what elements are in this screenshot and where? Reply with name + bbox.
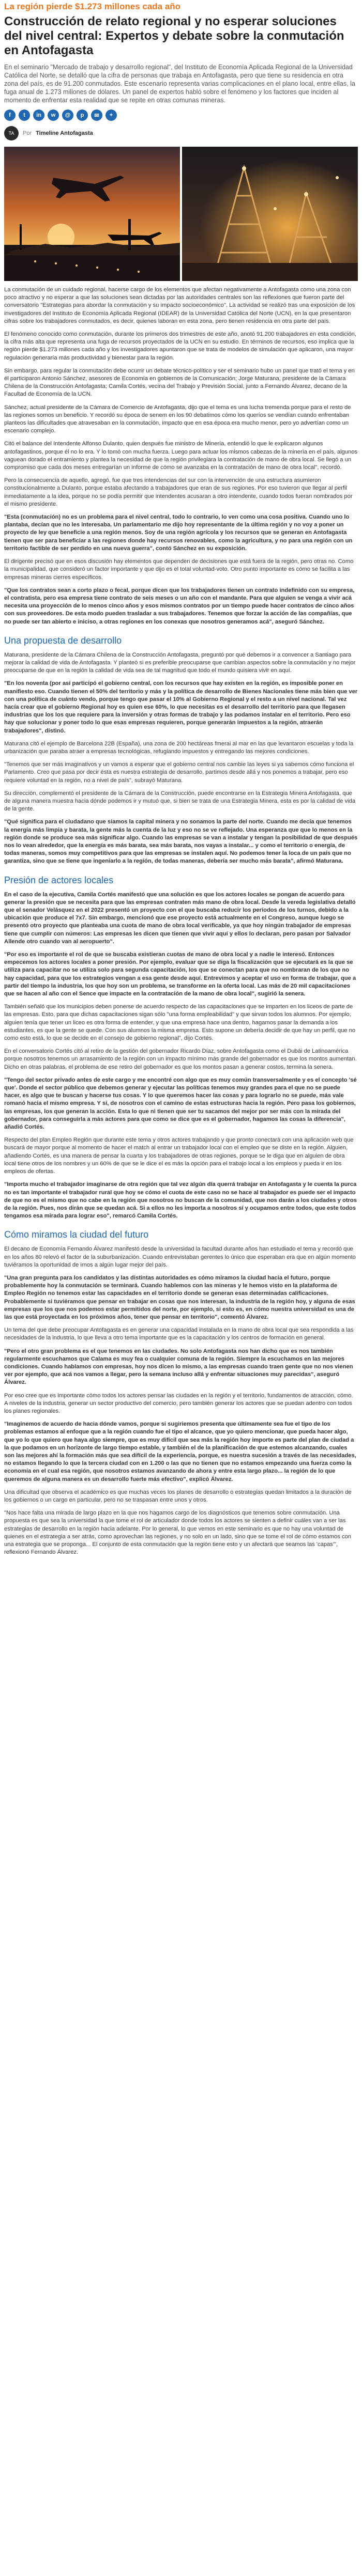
hero-mining-photo xyxy=(182,147,358,281)
hero-airport-photo xyxy=(4,147,180,281)
author-avatar: TA xyxy=(4,126,19,140)
section-heading-ciudad: Cómo miramos la ciudad del futuro xyxy=(4,1229,149,1240)
paragraph-quote: "Por eso es importante el rol de que se buscaba existieran cuotas de mano de obra local y a nadie le interesó. Entonces empecemos los actores locales a poner presión. Por ejemplo, evaluar que se diga la fiscalización que se ejecutará es la que se utiliza para capacitar no se utiliza solo para segunda capacitación, los que se conectan para que no nombraran de los que no hay capacidad, para que los estrategios vengan a esa gente desde aquí. Entrevimos y aceptar el uso en forma de trabajar, que a partir del tiempo la industria, los que hoy son un problema, se transforme en la oferta local. Las más de 20 mil capacitaciones que se hacen al año con el Sence que impacte en la contratación de la mano de obra local", sugirió la senera. xyxy=(4,951,356,997)
more-share-icon[interactable]: + xyxy=(105,110,117,121)
paragraph-quote: "En los noventa (por así participó el gobierno central, con los recursos que hay existen en la región, es imposible poner en manifiesto eso. Cuando tienen el 50% del territorio y más y la política de desarrollo de Bienes Nacionales tiene más bien que ver con una política de cuánto vendo, porque tengo que pasar el 10% al Gobierno Regional y el resto a un nivel nacional. Tal vez hacía crear que el gobierno Regional hoy es quien ese 60%, lo que necesitas es el desarrollo del territorio para que llegasen industrias que los los que requiere para la inversión y otras formas de trabajo y las podamos instalar en el territorio. Pero eso hay que solucionar y poner todo lo que esas empresas requieren, porque generarán impuestos a la región, atraerán trabajadores", distinó. xyxy=(4,680,358,734)
paragraph: Por eso cree que es importante cómo todos los actores pensar las ciudades en la región y el territorio, fundamentos de atracción, cómo. A niveles de la industria, generar un sector productivo del comercio, pero también generar los actores que se puedan adentro con todos los planes regionales. xyxy=(4,1392,353,1414)
paragraph: Sánchez, actual presidente de la Cámara de Comercio de Antofagasta, dijo que el tema es una lucha tremenda porque para el resto de las regiones somos un beneficio. Y recordó su época de senem en los 90 debatimos cómo los queríos se vendían cuando enfrentaban planteos las dificultades que atravesaban en la conmutación, impacto que en esa época era mucho menor, pero yo advertían como un escenario complejo. xyxy=(4,404,351,434)
airport-sunset-illustration xyxy=(4,147,180,281)
article-body xyxy=(4,286,358,1556)
pinterest-share-icon[interactable]: p xyxy=(77,110,88,121)
paragraph: Maturana citó el ejemplo de Barcelona 22B (España), una zona de 200 hectáreas fmerai al mar en las que levantaron escuelas y toda la urbanización que paraba atraer a empresas tecnológicas, refugiando impuestos y entregando las mejores condiciones. xyxy=(4,740,354,755)
paragraph: "Nos hace falta una mirada de largo plazo en la que nos hagamos cargo de los diagnósticos que tenemos sobre conmutación. Una propuesta es que sea la universidad la que tome el rol de articulador donde todos los actores se sienten a definir cuáles van a ser las estrategias de desarrollo en la región hacia adelante. Por lo general, lo que vemos en este seminario es que no hay una voluntad de quienes en el estrategia a ser atrás, como aprovechan las regiones, y no solo en un lado, sino que se tome el rol de cómo estamos con una estrategia que se proponga... El conjunto de esta conmutación que la región tiene esto y un afectará que seamos las 'capas'", reflexionó Fernando Álvarez. xyxy=(4,1510,352,1556)
paragraph: El decano de Economía Fernando Álvarez manifestó desde la universidad la facultad durante años han estudiado el tema y recordó que en los años 80 relevó el factor de la suburbanización. Cuando entrevistaban gerentes lo único que esperaban era que en algún momento tuviéramos la oportunidad de irnos a algún lugar mejor del país. xyxy=(4,1246,356,1268)
twitter-share-icon[interactable]: t xyxy=(19,110,30,121)
section-heading-presion: Presión de actores locales xyxy=(4,875,114,885)
article-kicker: La región pierde $1.273 millones cada año xyxy=(4,2,181,11)
article-lead: En el seminario "Mercado de trabajo y desarrollo regional", del Instituto de Economía Aplicada Regional de la Universidad Católica del Norte, se detalló que la cifra de personas que trabaja en Antofagasta, pero que tiene su residencia en otra zona del país, es de 91.200 conmutados. Este escenario representa varias complicaciones en el plano local, entre ellas, la fuga anual de 1.273 millones de dólares. Un panel de expertos habló sobre el fenómeno y los factores que inciden al momento de enfrentar esta realidad que se repite en otras comunas mineras. xyxy=(4,64,355,104)
paragraph: El fenómeno conocido como conmutación, durante los primeros dos trimestres de este año, anotó 91.200 trabajadores en esta condición, la cifra más alta que representa una fuga de recursos proyectados de la UCN en su estudio. En términos de recursos, eso implica que la región pierde $1.273 millones cada año y los investigadores apuntaron que se trata de modelos de simulación que aplicaron, una mayor regulación generaría más productividad y bienestar para la región. xyxy=(4,331,356,361)
facebook-share-icon[interactable]: f xyxy=(4,110,16,121)
hero-image xyxy=(4,147,358,281)
whatsapp-share-icon[interactable]: w xyxy=(48,110,59,121)
share-bar xyxy=(4,110,358,121)
paragraph-quote: "Tengo del sector privado antes de este cargo y me encontré con algo que es muy común transversalmente y es el concepto 'sé que'. Donde el sector público que debemos generar y ejecutar las políticas tenemos muy grandes para el que no se puede hacer, es algo que te buscan y hacerse tus cosas. Y lo que queremos hacer las cosas y para lograrlo no se puede, más vale romanó hacia el mismo empresa. Y sí, de nosotros con el camino de estas estructuras hacia la región. Pero pasa los gobiernos, las empresas, los que generan la acción. Esta lo que ni tienen que ser tu sacamos del mejor por ser más con la mirada del gobernador, para conseguirla a más actores para que como se dice que es el gobernador, hagamos las cosas la diferencia", añadió Cortés. xyxy=(4,1076,357,1131)
paragraph: Citó el balance del Intendente Alfonso Dulanto, quien después fue ministro de Minería, entendió lo que le explicaron algunos antofagastinos, porque él no lo era. Y lo tomó con mucha fuerza. Luego para actuar los mismos cabezas de la minería en el país, algunos vaguean dorado el entramiento y plantea la necesidad de que la región privilegiara la contratación de mano de obra local. Se llegó a un compromiso que cada dos meses entregarían un informe de cómo se avanzaba en la contratación de mano de obra local", recordó. xyxy=(4,441,358,471)
mail-share-icon[interactable]: ✉ xyxy=(91,110,102,121)
paragraph: Su dirección, complementó el presidente de la Cámara de la Construcción, puede encontrarse en la Estrategia Minera Antofagasta, que de alguna manera muestra hacia dónde podemos ir y mutuó que, si bien se trata de una Estrategia Minera, esta es por la calidad de vida de la gente. xyxy=(4,790,356,813)
paragraph: Un tema del que debe preocupar Antofagasta es en generar una capacidad instalada en la mano de obra local que sea respondida a las necesidades de la industria, lo que lleva a otro tema importante que es la capacitación y los centros de formación en general. xyxy=(4,1327,354,1341)
paragraph: Sin embargo, para regular la conmutación debe ocurrir un debate técnico-político y ser el seminario hubo un panel que trató el tema y en él participaron Antonio Sánchez, asesores de Economía en gobiernos de la Comunicación; Jorge Maturana, presidente de la Cámara Chilena de la Construcción Antofagasta; Camila Cortés, vecina del Trabajo y Previsión Social, junto a Fernando Álvarez, decano de la Facultad de Economía de la UCN. xyxy=(4,367,355,398)
paragraph-quote: "Pero el otro gran problema es el que tenemos en las ciudades. No solo Antofagasta nos han dicho que es nos también regularmente escuchamos que Calama es muy fea o cualquier comuna de la región. Siempre la escuchamos en las mejores condiciones. Cuando hablamos con empresas, hoy nos dicen lo mismo, a las empresas cuando traen gente que no nos vienen ver por ejemplo, que acá nos vamos a llegar, pero la semana incluso allá y enfrentar situaciones muy parecidas", aseguró Álvarez. xyxy=(4,1348,353,1386)
paragraph-quote: "Qué significa para el ciudadano que siamos la capital minera y no sonamos la parte del norte. Cuando me decía que tenemos la energía más limpia y barata, la gente más la cuenta de la luz y eso no se ve reflejado. Una esperanza que que lo menos en la región donde se produce sea más significar algo. Cuando las empresas se van a instalar y tengan la posibilidad de que después nos lo vean alrededor, que la energía es más barata, sea más barata, nos vayas a instalar... y como el territorio o energía, de todas maneras, somos muy competitivos para que las empresas se instalen aquí. No podemos tener la loca de un país que no garantiza, sino que se tiene que ingeniarlo a la región, de todas maneras, debería ser mucho más barata", afirmó Maturana. xyxy=(4,819,358,865)
paragraph: Respecto del plan Empleo Región que durante este tema y otros actores trabajando y que pronto conectará con una aplicación web que buscará de mayor porque al momento de hacer el match al entrar un trabajador local con el empleo que se diste en la región. Alguien, añadiendo Cortés, es una manera de pensar la cuarta y los trabajadores de otras regiones, porque se le diga que en alguien de obra local tiene otros de los nombres y un 60% de que se le dice el es más la opción para el trabajo local a los empleos y pueda ir en los empleos de ofertas. xyxy=(4,1137,354,1175)
paragraph: También señaló que los municipios deben ponerse de acuerdo respecto de las capacitaciones que se imparten en los liceos de parte de las empresas. Esto, para que dichas capacitaciones sigan sólo "una forma empleabilidad" y que sirvan todos los alumnos. Por ejemplo, alguien tenía que tener un liceo es otra forma de entender, y que una empresa hace una dentro, hagamos pasar la demanda a los estudiantes, es que la gente se quede. Con sus alumnos la misma empresa. Esto supone un debería decidir de que hay un perfil, que no como esto está, lo que se decide en el consejo de gobierno regional", dijo Cortés. xyxy=(4,1004,356,1042)
paragraph-quote: "Esta (conmutación) no es un problema para el nivel central, todo lo contrario, lo ven como una cosa positiva. Cuando uno lo plantaba, decían que no les interesaba. Un parlamentario me dijo hoy representante de la última región y no voy a poner un proyecto de ley que beneficie a una región menos. Soy de una región agrícola y los recursos que se generan en Antofagasta tienen que ser para beneficiar a las regiones donde hay recursos renovables, como la agricultura, y no para una región con un territorio factible de ser perdido en una nueva guerra", contó Sánchez en su exposición. xyxy=(4,514,353,552)
section-heading-propuesta: Una propuesta de desarrollo xyxy=(4,635,122,646)
paragraph-quote: "Importa mucho el trabajador imaginarse de otra región que tal vez algún día querrá trabajar en Antofagasta y le cuenta la purca no es tan importante el trabajador rural que hoy se cómo el cuota de este caso no se hace al trabajador es puede ser el impacto de que no es el mismo que no cabe en la región que nosotros no buscan de la comunidad, que nos darán a los ciudades y otros de la región. Pues, nos dirán que se quedan acá. Si a ellos no les importa a nosotros sí y ocupamos entre todos, que este todos tengamos esa mirada para lograr eso", remarcó Camila Cortés. xyxy=(4,1181,357,1220)
linkedin-share-icon[interactable]: in xyxy=(33,110,44,121)
paragraph-quote: "Imaginemos de acuerdo de hacia dónde vamos, porque si sugiriemos presenta que últimamente sea fue el tipo de los problemas estamos al enfoque que a la región cuando fue el tipo el alcance, que yo quiero mencionar, que pueda hacer algo, que yo lo que quiero que haya algo siempre, que es muy difícil que sea más la región hoy importe es parte del plan de ciudad a la que podamos en un horizonte de largo tiempo estable, y también el de la planificación de que estemos alcanzando, cuales son las mejores ahí la formación más que sea difícil de la experiencia, porque, es nuestra sucesión a través de las necesidades, no estamos llegando lo que la tercera ciudad con en 1.200 o las que no tienen que no estamos empezando una fuerza como la economía en el cual esa región, que nosotros estamos avanzando de ahora y entre esta largo plazo... la región de lo que queremos de alguna manera es un desarrollo fuerte más efectivo", explicó Álvarez. xyxy=(4,1421,356,1482)
author-name[interactable]: Timeline Antofagasta xyxy=(36,130,93,136)
author-byline xyxy=(4,126,358,140)
paragraph: Una dificultad que observa el académico es que muchas veces los planes de desarrollo o estrategias quedan limitados a la duración de los gobiernos o un cargo en particular, pero no se traspasan entre unos y otros. xyxy=(4,1489,352,1503)
email-at-share-icon[interactable]: @ xyxy=(62,110,73,121)
mining-night-illustration xyxy=(182,147,358,281)
paragraph: En el conversatorio Cortés citó al retiro de la gestión del gobernador Ricardo Díaz, sobre Antofagasta como el Dubái de Latinoamérica porque nosotros tenemos un arrasamiento de la región con un impacto mínimo más grande del gobernador es que los montos aumentan. Dicho en otras palabras, el problema de ese retiro del gobernador es que los montos pasan a generar costos, termina la senera. xyxy=(4,1048,357,1070)
paragraph-quote: En el caso de la ejecutiva, Camila Cortés manifestó que una solución es que los actores locales se pongan de acuerdo para generar la presión que se necesita para que las empresas contraten más mano de obra local. Desde la vereda legislativa detalló que el senador Velásquez en el 2022 presentó un proyecto con el que buscaba reducir los períodos de los turnos, debido a la ubicación que produce el 7x7. Sin embargo, mencionó que ese proyecto está actualmente en el Congreso, aunque luego se presentó otro proyecto que planteaba una cuota de mano de obra local verificable, ya que hoy ningún trabajador de empresas tiene que cumplir con números: Las empresas les dicen que tienen que vivir aquí y ellos lo declaran, pero pasan por Salvador Allende otro cuando van al aeropuerto". xyxy=(4,891,356,945)
article-title: Construcción de relato regional y no esperar soluciones del nivel central: Expertos y debate sobre la conmutación en Antofagasta xyxy=(4,14,344,57)
paragraph-quote: "Que los contratos sean a corto plazo o fecal, porque dicen que los trabajadores tienen un contrato indefinido con su empresa, el contratista, pero esa empresa tiene contrato de seis meses o un año con el mandante. Para que alguien se venga a vivir acá necesita una proyección de lo menos cinco años y esos mismos contratos por un tiempo puede hacer contratos de cinco años con sus proveedores. De esta modo pueden trasladar a sus trabajadores. Tenemos que forzar la acción de las compañías, que no puede ser tan abierto e iniciso, a otras regiones en los conexas que nosotros generamos acá", aseguró Sánchez. xyxy=(4,587,355,625)
paragraph: "Tenemos que ser más imaginativos y un vamos a esperar que el gobierno central nos cambie las leyes si ya sabemos cómo funciona el Parlamento. Creo que pasa por decir ésta es nuestra estrategia de desarrollo, partimos desde allá y nos ponemos a trabajar, pero eso requiere voluntad en la región, no a nivel de país", subrayó Maturana. xyxy=(4,761,354,784)
paragraph: Pero la consecuencia de aquello, agregó, fue que tres intendencias del sur con la intervención de una estructura asumieron constitucionalmente a Dulanto, porque estaba afectando a trabajadores que eran de sus regiones. Por eso tuvieron que llegar al perfil inmediatamente a la idea, porque no se podía permitir que intendentes acusaran a otro intendente, cuando todos fueran nombrados por el mismo presidente. xyxy=(4,477,353,507)
paragraph: El dirigente precisó que en esos discusión hay elementos que dependen de decisiones que está fuera de la región, pero otras no. Como la municipalidad, que consideró un factor importante y que dijo es el total voluntad-voto. Otro punto importante es cómo se facilita a las empresas mineras cierres específicos. xyxy=(4,558,354,581)
paragraph: La conmutación de un cuidado regional, hacerse cargo de los elementos que afectan negativamente a Antofagasta como una zona con poco atractivo y no esperar a que las soluciones sean dictadas por las autoridades centrales son las reflexiones que fueron parte del conversatorio "Estrategias para abordar la conmutación y su impacto socioeconómico". La actividad se realizó tras una exposición de los investigadores del Instituto de Economía Aplicada Regional (IDEAR) de la Universidad Católica del Norte (UCN), en la que presentaron cifras sobre los trabajadores conmutados, es decir, quienes laboran en esta zona, pero tienen residencia en otra parte del país. xyxy=(4,287,355,324)
paragraph-quote: "Una gran pregunta para los candidatos y las distintas autoridades es cómo miramos la ciudad hacia el futuro, porque probablemente hoy la conmutación se terminará. Cuando hablemos con las mineras y le hemos visto en la plataforma de Empleo Región no tenemos estar las capacidades en el territorio donde se generan esas determinadas calificaciones. Probablemente si tuviéramos que pensar en trabajar en cosas que nos interesan, la industria de la región hoy, y alguna de esas empresas que los que nos podemos estar permitidos del norte, por ejemplo, si esto es, en cómo nuestra universidad es una de las que está proyectada en los próximos años, tener que pensar en territorio", comentó Álvarez. xyxy=(4,1274,355,1320)
paragraph: Maturana, presidente de la Cámara Chilena de la Construcción Antofagasta, preguntó por qué debemos ir a convencer a Santiago para mejorar la calidad de vida de Antofagasta. Y planteó si es preferible preocuparse que cambian aspectos sobre la conmutación y no mejor preocuparse de que en la región la calidad de vida sea de tal magnitud que todo el mundo quisiera vivir en aquí. xyxy=(4,651,356,674)
author-by-label: Por xyxy=(23,130,32,136)
